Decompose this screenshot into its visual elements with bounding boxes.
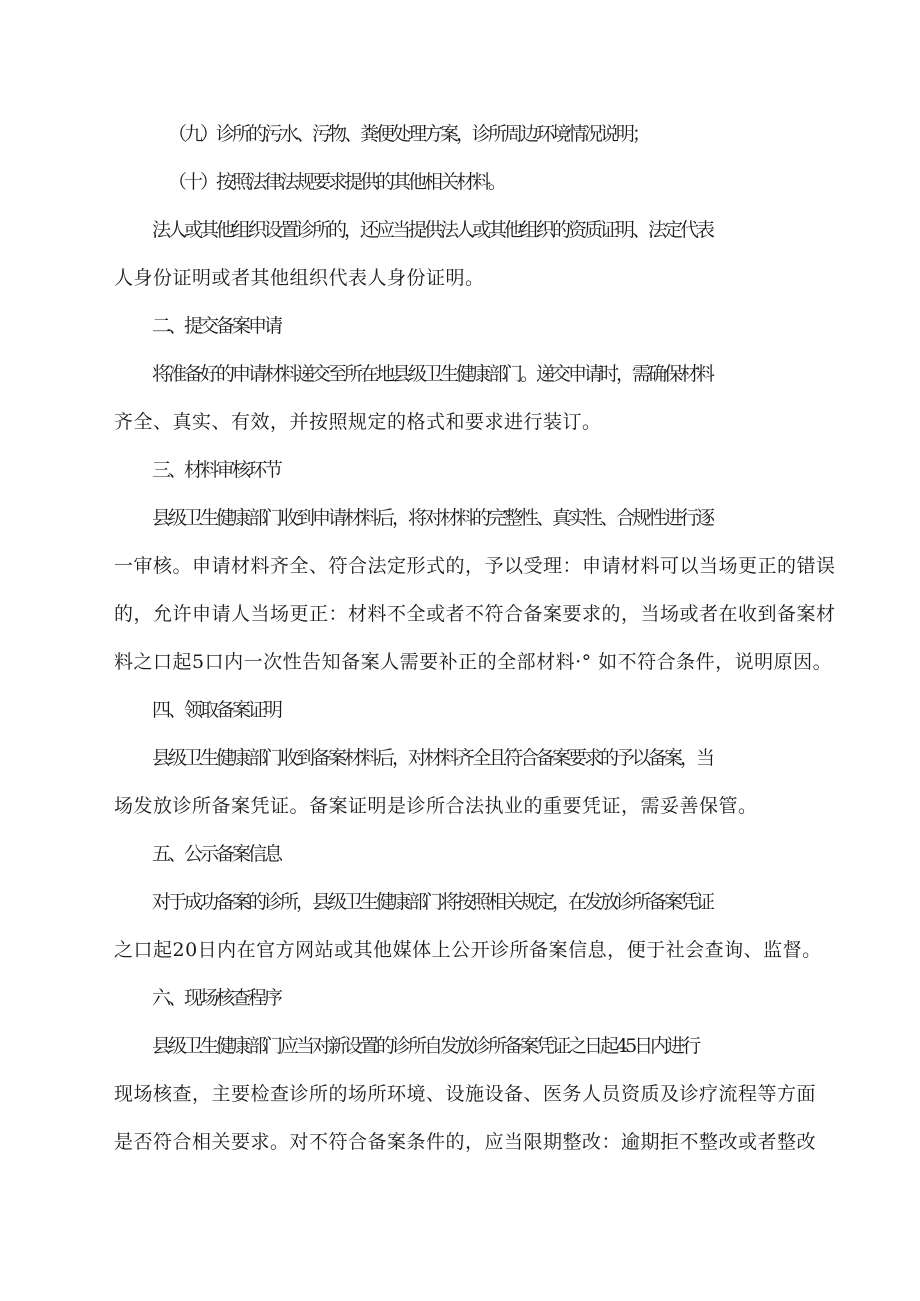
paragraph-line: 现场核查，主要检查诊所的场所环境、设施设备、医务人员资质及诊疗流程等方面	[114, 1083, 817, 1105]
paragraph-line: 料之口起5口内一次性告知备案人需要补正的全部材料·° 如不符合条件，说明原因。	[114, 651, 833, 673]
item-nine: （九）诊所的污水、污物、粪便处理方案，诊所周边环境情况说明；	[168, 123, 649, 145]
paragraph-line: 对于成功备案的诊所，县级卫生健康部门将按照相关规定，在发放诊所备案凭证	[152, 891, 713, 913]
section-heading-inspection: 六、现场核查程序	[152, 987, 281, 1009]
section-heading-certificate: 四、领取备案证明	[152, 699, 281, 721]
paragraph-line: 法人或其他组织设置诊所的，还应当提供法人或其他组织的资质证明、法定代表	[152, 219, 713, 241]
paragraph-line: 县级卫生健康部门收到备案材料后，对材料齐全且符合备案要求的予以备案，当	[152, 747, 713, 769]
paragraph-line: 之口起20日内在官方网站或其他媒体上公开诊所备案信息，便于社会查询、监督。	[114, 939, 822, 961]
paragraph-line: 一审核。申请材料齐全、符合法定形式的，予以受理：申请材料可以当场更正的错误	[114, 555, 836, 577]
section-heading-publicity: 五、公示备案信息	[152, 843, 281, 865]
section-heading-review: 三、材料审核环节	[152, 459, 281, 481]
paragraph-line: 齐全、真实、有效，并按照规定的格式和要求进行装订。	[114, 411, 602, 433]
paragraph-line: 县级卫生健康部门应当对新设置的诊所自发放诊所备案凭证之日起45日内进行	[152, 1035, 699, 1057]
paragraph-line: 是否符合相关要求。对不符合备案条件的，应当限期整改：逾期拒不整改或者整改	[114, 1131, 817, 1153]
item-ten: （十）按照法律法规要求提供的其他相关材料。	[168, 171, 505, 193]
paragraph-line: 县级卫生健康部门收到申请材料后，将对材料的完整性、真实性、合规性进行逐	[152, 507, 713, 529]
section-heading-submit: 二、提交备案申请	[152, 315, 281, 337]
paragraph-line: 人身份证明或者其他组织代表人身份证明。	[114, 267, 485, 289]
paragraph-line: 将准备好的申请材料递交至所在地县级卫生健康部门。递交申请时，需确保材料	[152, 363, 713, 385]
paragraph-line: 场发放诊所备案凭证。备案证明是诊所合法执业的重要凭证，需妥善保管。	[114, 795, 758, 817]
paragraph-line: 的，允许申请人当场更正：材料不全或者不符合备案要求的，当场或者在收到备案材	[114, 603, 836, 625]
